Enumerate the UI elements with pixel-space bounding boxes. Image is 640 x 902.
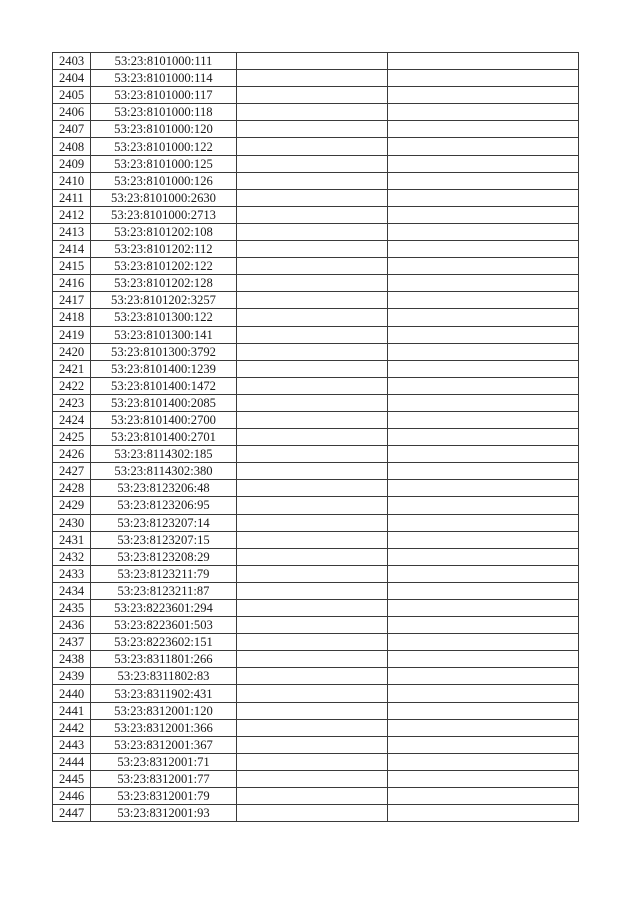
table-row bbox=[53, 241, 579, 258]
empty-cell bbox=[237, 206, 388, 223]
cadastral-number-cell: 53:23:8312001:120 bbox=[91, 702, 237, 719]
cadastral-number-cell: 53:23:8114302:380 bbox=[91, 463, 237, 480]
row-number-cell: 2444 bbox=[53, 753, 91, 770]
cadastral-number-cell: 53:23:8311801:266 bbox=[91, 651, 237, 668]
cadastral-number-cell: 53:23:8101000:120 bbox=[91, 121, 237, 138]
row-number-cell: 2440 bbox=[53, 685, 91, 702]
empty-cell bbox=[388, 377, 579, 394]
cadastral-number-cell: 53:23:8101202:108 bbox=[91, 223, 237, 240]
empty-cell bbox=[237, 394, 388, 411]
table-row bbox=[53, 548, 579, 565]
empty-cell bbox=[237, 292, 388, 309]
row-number-cell: 2436 bbox=[53, 617, 91, 634]
empty-cell bbox=[237, 617, 388, 634]
cadastral-number-cell: 53:23:8101400:2701 bbox=[91, 429, 237, 446]
empty-cell bbox=[388, 548, 579, 565]
table-row bbox=[53, 497, 579, 514]
empty-cell bbox=[237, 326, 388, 343]
empty-cell bbox=[388, 275, 579, 292]
cadastral-number-cell: 53:23:8312001:79 bbox=[91, 788, 237, 805]
row-number-cell: 2426 bbox=[53, 446, 91, 463]
row-number-cell: 2447 bbox=[53, 805, 91, 822]
cadastral-number-cell: 53:23:8123207:15 bbox=[91, 531, 237, 548]
empty-cell bbox=[388, 668, 579, 685]
empty-cell bbox=[237, 172, 388, 189]
empty-cell bbox=[388, 617, 579, 634]
table-row bbox=[53, 292, 579, 309]
empty-cell bbox=[237, 685, 388, 702]
empty-cell bbox=[388, 753, 579, 770]
empty-cell bbox=[237, 651, 388, 668]
empty-cell bbox=[388, 531, 579, 548]
cadastral-number-cell: 53:23:8101300:122 bbox=[91, 309, 237, 326]
empty-cell bbox=[388, 411, 579, 428]
table-row bbox=[53, 719, 579, 736]
empty-cell bbox=[388, 719, 579, 736]
table-row bbox=[53, 685, 579, 702]
empty-cell bbox=[237, 155, 388, 172]
row-number-cell: 2417 bbox=[53, 292, 91, 309]
cadastral-number-cell: 53:23:8101400:1472 bbox=[91, 377, 237, 394]
row-number-cell: 2403 bbox=[53, 53, 91, 70]
table-row bbox=[53, 736, 579, 753]
row-number-cell: 2425 bbox=[53, 429, 91, 446]
cadastral-number-cell: 53:23:8123211:87 bbox=[91, 582, 237, 599]
row-number-cell: 2446 bbox=[53, 788, 91, 805]
table-row bbox=[53, 70, 579, 87]
row-number-cell: 2409 bbox=[53, 155, 91, 172]
empty-cell bbox=[237, 121, 388, 138]
empty-cell bbox=[237, 377, 388, 394]
cadastral-number-cell: 53:23:8101202:128 bbox=[91, 275, 237, 292]
empty-cell bbox=[237, 53, 388, 70]
empty-cell bbox=[388, 360, 579, 377]
table-row bbox=[53, 480, 579, 497]
empty-cell bbox=[388, 463, 579, 480]
row-number-cell: 2445 bbox=[53, 770, 91, 787]
table-row bbox=[53, 155, 579, 172]
empty-cell bbox=[237, 411, 388, 428]
cadastral-number-cell: 53:23:8123207:14 bbox=[91, 514, 237, 531]
row-number-cell: 2431 bbox=[53, 531, 91, 548]
table-row bbox=[53, 446, 579, 463]
empty-cell bbox=[237, 87, 388, 104]
cadastral-number-cell: 53:23:8123206:95 bbox=[91, 497, 237, 514]
empty-cell bbox=[388, 497, 579, 514]
empty-cell bbox=[388, 446, 579, 463]
table-row bbox=[53, 121, 579, 138]
cadastral-number-cell: 53:23:8223601:503 bbox=[91, 617, 237, 634]
empty-cell bbox=[388, 582, 579, 599]
row-number-cell: 2408 bbox=[53, 138, 91, 155]
table-row bbox=[53, 275, 579, 292]
empty-cell bbox=[388, 651, 579, 668]
table-row bbox=[53, 206, 579, 223]
empty-cell bbox=[237, 70, 388, 87]
table-row bbox=[53, 223, 579, 240]
cadastral-number-cell: 53:23:8101000:122 bbox=[91, 138, 237, 155]
row-number-cell: 2442 bbox=[53, 719, 91, 736]
cadastral-number-cell: 53:23:8101400:1239 bbox=[91, 360, 237, 377]
row-number-cell: 2416 bbox=[53, 275, 91, 292]
empty-cell bbox=[388, 770, 579, 787]
empty-cell bbox=[388, 685, 579, 702]
row-number-cell: 2427 bbox=[53, 463, 91, 480]
empty-cell bbox=[388, 70, 579, 87]
table-row bbox=[53, 617, 579, 634]
empty-cell bbox=[388, 565, 579, 582]
cadastral-number-cell: 53:23:8311802:83 bbox=[91, 668, 237, 685]
cadastral-number-cell: 53:23:8101400:2700 bbox=[91, 411, 237, 428]
cadastral-number-cell: 53:23:8101000:114 bbox=[91, 70, 237, 87]
empty-cell bbox=[388, 805, 579, 822]
empty-cell bbox=[237, 104, 388, 121]
table-row bbox=[53, 600, 579, 617]
empty-cell bbox=[237, 360, 388, 377]
cadastral-number-cell: 53:23:8311902:431 bbox=[91, 685, 237, 702]
table-row bbox=[53, 788, 579, 805]
table-row bbox=[53, 514, 579, 531]
cadastral-number-cell: 53:23:8101000:117 bbox=[91, 87, 237, 104]
empty-cell bbox=[388, 429, 579, 446]
empty-cell bbox=[237, 343, 388, 360]
empty-cell bbox=[237, 258, 388, 275]
empty-cell bbox=[237, 753, 388, 770]
row-number-cell: 2413 bbox=[53, 223, 91, 240]
empty-cell bbox=[388, 634, 579, 651]
table-row bbox=[53, 429, 579, 446]
table-row bbox=[53, 138, 579, 155]
row-number-cell: 2415 bbox=[53, 258, 91, 275]
cadastral-number-cell: 53:23:8312001:71 bbox=[91, 753, 237, 770]
row-number-cell: 2406 bbox=[53, 104, 91, 121]
empty-cell bbox=[237, 736, 388, 753]
cadastral-number-cell: 53:23:8123206:48 bbox=[91, 480, 237, 497]
row-number-cell: 2405 bbox=[53, 87, 91, 104]
table-row bbox=[53, 770, 579, 787]
row-number-cell: 2428 bbox=[53, 480, 91, 497]
row-number-cell: 2419 bbox=[53, 326, 91, 343]
cadastral-number-cell: 53:23:8123208:29 bbox=[91, 548, 237, 565]
empty-cell bbox=[388, 121, 579, 138]
table-row bbox=[53, 87, 579, 104]
cadastral-number-cell: 53:23:8312001:93 bbox=[91, 805, 237, 822]
empty-cell bbox=[388, 514, 579, 531]
table-row bbox=[53, 753, 579, 770]
empty-cell bbox=[388, 206, 579, 223]
table-row bbox=[53, 326, 579, 343]
row-number-cell: 2418 bbox=[53, 309, 91, 326]
row-number-cell: 2407 bbox=[53, 121, 91, 138]
row-number-cell: 2435 bbox=[53, 600, 91, 617]
cadastral-number-cell: 53:23:8123211:79 bbox=[91, 565, 237, 582]
row-number-cell: 2414 bbox=[53, 241, 91, 258]
empty-cell bbox=[237, 770, 388, 787]
table-row bbox=[53, 189, 579, 206]
table-row bbox=[53, 463, 579, 480]
cadastral-table bbox=[52, 52, 579, 822]
row-number-cell: 2441 bbox=[53, 702, 91, 719]
empty-cell bbox=[237, 805, 388, 822]
table-row bbox=[53, 104, 579, 121]
empty-cell bbox=[237, 668, 388, 685]
empty-cell bbox=[237, 429, 388, 446]
row-number-cell: 2438 bbox=[53, 651, 91, 668]
cadastral-number-cell: 53:23:8101000:118 bbox=[91, 104, 237, 121]
cadastral-number-cell: 53:23:8223602:151 bbox=[91, 634, 237, 651]
empty-cell bbox=[237, 309, 388, 326]
cadastral-number-cell: 53:23:8101000:2630 bbox=[91, 189, 237, 206]
empty-cell bbox=[388, 309, 579, 326]
row-number-cell: 2437 bbox=[53, 634, 91, 651]
cadastral-number-cell: 53:23:8101000:111 bbox=[91, 53, 237, 70]
empty-cell bbox=[388, 600, 579, 617]
empty-cell bbox=[237, 223, 388, 240]
empty-cell bbox=[388, 189, 579, 206]
empty-cell bbox=[388, 326, 579, 343]
cadastral-number-cell: 53:23:8223601:294 bbox=[91, 600, 237, 617]
row-number-cell: 2420 bbox=[53, 343, 91, 360]
row-number-cell: 2411 bbox=[53, 189, 91, 206]
table-row bbox=[53, 377, 579, 394]
table-body bbox=[53, 53, 579, 822]
empty-cell bbox=[388, 258, 579, 275]
cadastral-number-cell: 53:23:8101300:141 bbox=[91, 326, 237, 343]
cadastral-number-cell: 53:23:8114302:185 bbox=[91, 446, 237, 463]
empty-cell bbox=[237, 189, 388, 206]
empty-cell bbox=[237, 138, 388, 155]
empty-cell bbox=[237, 463, 388, 480]
table-row bbox=[53, 582, 579, 599]
row-number-cell: 2433 bbox=[53, 565, 91, 582]
empty-cell bbox=[388, 736, 579, 753]
cadastral-number-cell: 53:23:8312001:367 bbox=[91, 736, 237, 753]
empty-cell bbox=[388, 172, 579, 189]
cadastral-number-cell: 53:23:8312001:77 bbox=[91, 770, 237, 787]
empty-cell bbox=[388, 394, 579, 411]
empty-cell bbox=[388, 241, 579, 258]
empty-cell bbox=[388, 292, 579, 309]
row-number-cell: 2432 bbox=[53, 548, 91, 565]
table-row bbox=[53, 360, 579, 377]
empty-cell bbox=[388, 480, 579, 497]
table-row bbox=[53, 651, 579, 668]
cadastral-number-cell: 53:23:8101300:3792 bbox=[91, 343, 237, 360]
empty-cell bbox=[388, 138, 579, 155]
empty-cell bbox=[388, 223, 579, 240]
empty-cell bbox=[237, 634, 388, 651]
table-row bbox=[53, 172, 579, 189]
cadastral-number-cell: 53:23:8101202:3257 bbox=[91, 292, 237, 309]
table-row bbox=[53, 343, 579, 360]
empty-cell bbox=[237, 514, 388, 531]
table-row bbox=[53, 565, 579, 582]
empty-cell bbox=[388, 53, 579, 70]
empty-cell bbox=[388, 104, 579, 121]
empty-cell bbox=[237, 702, 388, 719]
empty-cell bbox=[237, 480, 388, 497]
empty-cell bbox=[388, 155, 579, 172]
empty-cell bbox=[388, 87, 579, 104]
table-row bbox=[53, 531, 579, 548]
empty-cell bbox=[237, 788, 388, 805]
empty-cell bbox=[388, 788, 579, 805]
table-row bbox=[53, 634, 579, 651]
row-number-cell: 2434 bbox=[53, 582, 91, 599]
cadastral-number-cell: 53:23:8312001:366 bbox=[91, 719, 237, 736]
empty-cell bbox=[237, 719, 388, 736]
row-number-cell: 2443 bbox=[53, 736, 91, 753]
row-number-cell: 2404 bbox=[53, 70, 91, 87]
table-row bbox=[53, 702, 579, 719]
empty-cell bbox=[237, 531, 388, 548]
empty-cell bbox=[237, 497, 388, 514]
empty-cell bbox=[237, 275, 388, 292]
cadastral-number-cell: 53:23:8101000:125 bbox=[91, 155, 237, 172]
cadastral-number-cell: 53:23:8101000:126 bbox=[91, 172, 237, 189]
empty-cell bbox=[237, 548, 388, 565]
empty-cell bbox=[237, 565, 388, 582]
table-row bbox=[53, 394, 579, 411]
table-row bbox=[53, 805, 579, 822]
empty-cell bbox=[388, 343, 579, 360]
cadastral-number-cell: 53:23:8101202:122 bbox=[91, 258, 237, 275]
cadastral-number-cell: 53:23:8101000:2713 bbox=[91, 206, 237, 223]
row-number-cell: 2421 bbox=[53, 360, 91, 377]
empty-cell bbox=[237, 600, 388, 617]
table-row bbox=[53, 309, 579, 326]
empty-cell bbox=[388, 702, 579, 719]
row-number-cell: 2410 bbox=[53, 172, 91, 189]
table-row bbox=[53, 258, 579, 275]
empty-cell bbox=[237, 241, 388, 258]
cadastral-number-cell: 53:23:8101400:2085 bbox=[91, 394, 237, 411]
row-number-cell: 2412 bbox=[53, 206, 91, 223]
empty-cell bbox=[237, 582, 388, 599]
row-number-cell: 2439 bbox=[53, 668, 91, 685]
row-number-cell: 2430 bbox=[53, 514, 91, 531]
row-number-cell: 2429 bbox=[53, 497, 91, 514]
empty-cell bbox=[237, 446, 388, 463]
table-row bbox=[53, 53, 579, 70]
cadastral-number-cell: 53:23:8101202:112 bbox=[91, 241, 237, 258]
row-number-cell: 2424 bbox=[53, 411, 91, 428]
row-number-cell: 2423 bbox=[53, 394, 91, 411]
row-number-cell: 2422 bbox=[53, 377, 91, 394]
table-row bbox=[53, 411, 579, 428]
table-row bbox=[53, 668, 579, 685]
